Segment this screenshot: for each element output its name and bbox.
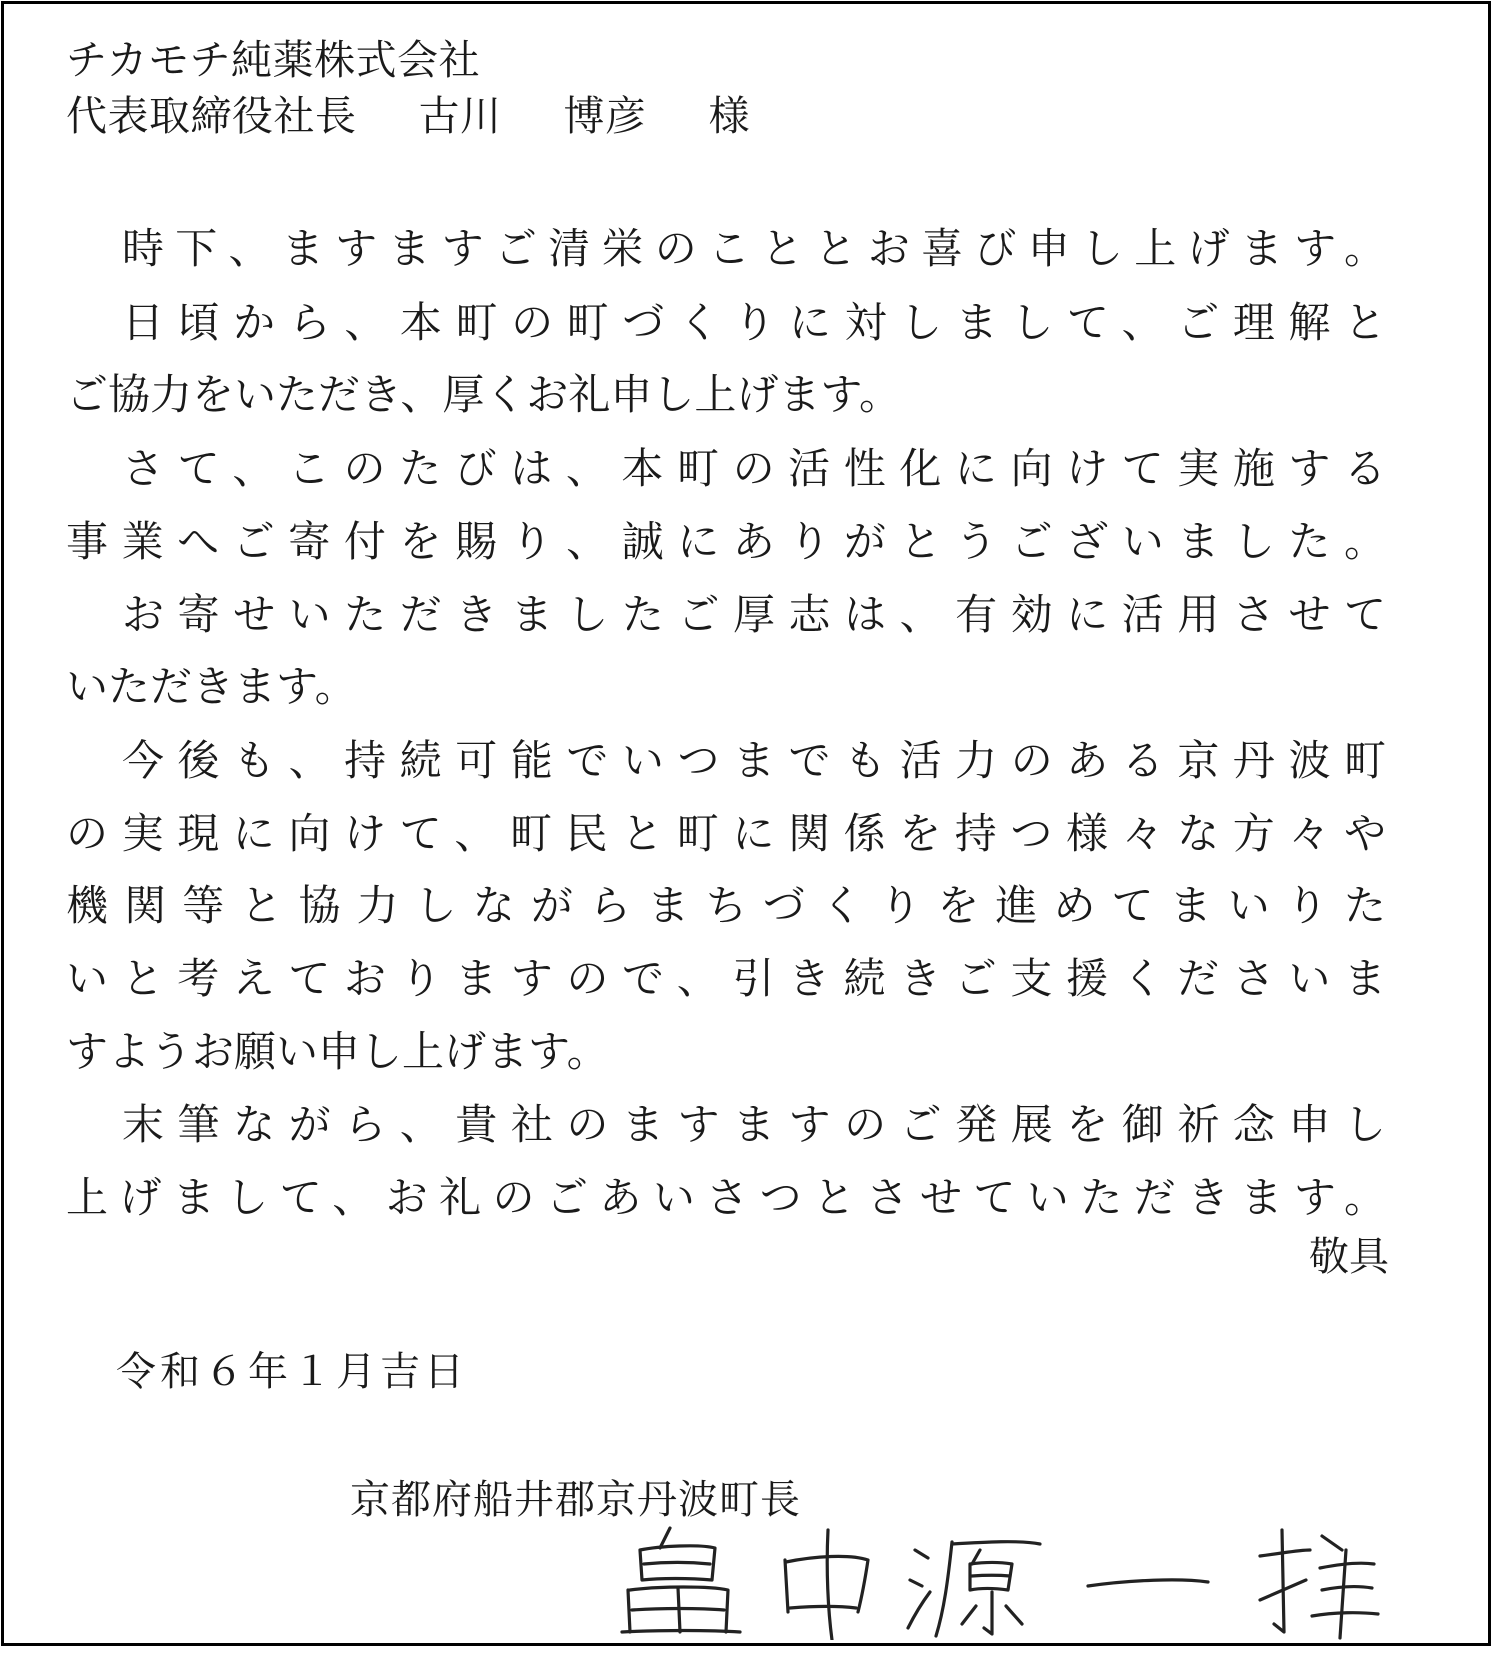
letter-date: 令和６年１月吉日 (116, 1349, 468, 1395)
body-line: 時下、ますますご清栄のこととお喜び申し上げます。 (122, 224, 1386, 273)
body-line: ご協力をいただき、厚くお礼申し上げます。 (66, 370, 901, 419)
body-line: 事業へご寄付を賜り、誠にありがとうございました。 (66, 517, 1386, 566)
body-line: 日頃から、本町の町づくりに対しまして、ご理解と (122, 298, 1386, 347)
body-line: お寄せいただきましたご厚志は、有効に活用させて (122, 590, 1386, 639)
body-line: 末筆ながら、貴社のますますのご発展を御祈念申し (122, 1100, 1386, 1149)
closing-phrase: 敬具 (1309, 1234, 1389, 1280)
signature-char-4 (1088, 1580, 1208, 1586)
sender-title: 京都府船井郡京丹波町長 (350, 1477, 801, 1523)
body-line: いと考えておりますので、引き続きご支援くださいま (66, 954, 1386, 1003)
recipient-company: チカモチ純薬株式会社 (66, 36, 481, 84)
body-line: 機関等と協力しながらまちづくりを進めてまいりた (66, 881, 1386, 930)
signature-char-3 (908, 1542, 1040, 1636)
signature-char-2 (785, 1530, 868, 1640)
body-line: 今後も、持続可能でいつまでも活力のある京丹波町 (122, 736, 1386, 785)
signature-char-5 (1260, 1530, 1378, 1638)
recipient-honorific: 様 (708, 92, 750, 140)
body-line: いただきます。 (66, 662, 357, 711)
body-line: 上げまして、お礼のごあいさつとさせていただきます。 (66, 1173, 1386, 1222)
handwritten-signature (600, 1520, 1380, 1640)
recipient-name-line (66, 92, 750, 140)
body-line: の実現に向けて、町民と町に関係を持つ様々な方々や (66, 809, 1386, 858)
signature-char-1 (622, 1528, 740, 1632)
recipient-title: 代表取締役社長 (66, 92, 357, 140)
recipient-given-name: 博彦 (563, 92, 647, 140)
body-line: すようお願い申し上げます。 (66, 1027, 609, 1076)
recipient-surname: 古川 (418, 92, 502, 140)
body-line: さて、このたびは、本町の活性化に向けて実施する (122, 444, 1386, 493)
